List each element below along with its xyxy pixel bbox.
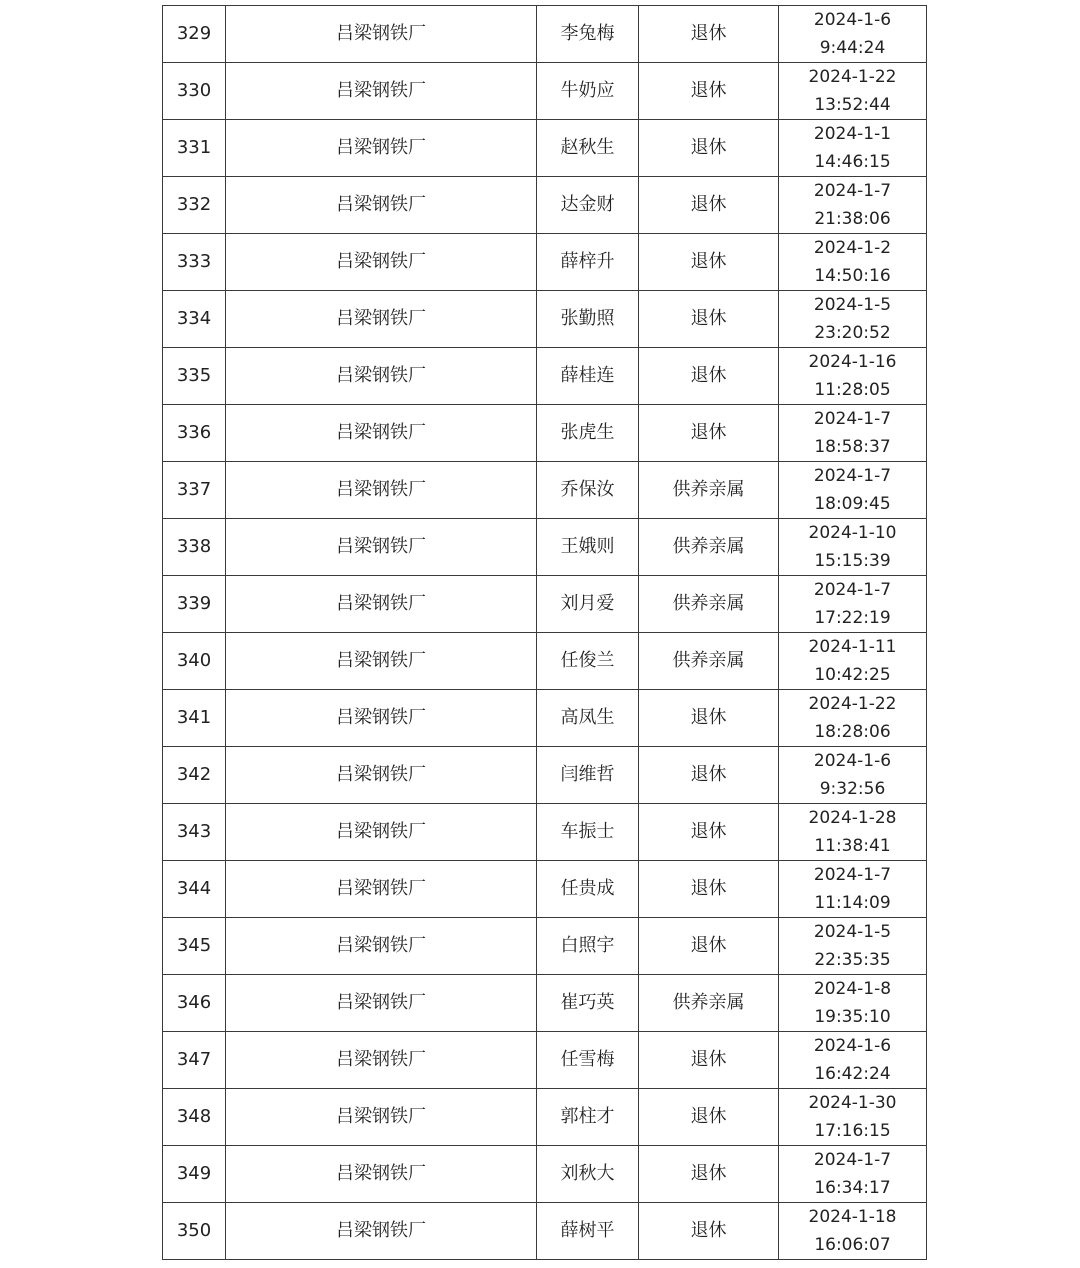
timestamp-time: 17:16:15 [814, 1121, 891, 1141]
category-cell: 退休 [639, 6, 779, 63]
category-cell: 退休 [639, 1032, 779, 1089]
unit-cell: 吕梁钢铁厂 [226, 747, 537, 804]
person-name-cell: 张虎生 [537, 405, 639, 462]
timestamp-cell [779, 576, 927, 633]
category-cell: 退休 [639, 234, 779, 291]
row-number-cell: 342 [163, 747, 226, 804]
table-row [163, 861, 927, 918]
unit-cell: 吕梁钢铁厂 [226, 633, 537, 690]
timestamp-date: 2024-1-8 [813, 979, 892, 999]
unit-cell: 吕梁钢铁厂 [226, 918, 537, 975]
timestamp-cell [779, 234, 927, 291]
unit-cell: 吕梁钢铁厂 [226, 519, 537, 576]
table-row [163, 405, 927, 462]
category-cell: 退休 [639, 120, 779, 177]
category-cell: 退休 [639, 690, 779, 747]
timestamp-time: 18:58:37 [814, 437, 891, 457]
table-row [163, 177, 927, 234]
unit-cell: 吕梁钢铁厂 [226, 1032, 537, 1089]
category-cell: 退休 [639, 918, 779, 975]
timestamp-cell [779, 63, 927, 120]
timestamp-date: 2024-1-7 [813, 181, 892, 201]
timestamp-time: 10:42:25 [814, 665, 891, 685]
category-cell: 退休 [639, 804, 779, 861]
category-cell: 退休 [639, 1146, 779, 1203]
timestamp-date: 2024-1-30 [808, 1093, 897, 1113]
table-row [163, 120, 927, 177]
timestamp-cell [779, 177, 927, 234]
table-row [163, 291, 927, 348]
table-row [163, 63, 927, 120]
row-number-cell: 349 [163, 1146, 226, 1203]
timestamp-cell [779, 1146, 927, 1203]
row-number-cell: 330 [163, 63, 226, 120]
table-row [163, 462, 927, 519]
timestamp-cell [779, 291, 927, 348]
timestamp-date: 2024-1-7 [813, 409, 892, 429]
timestamp-time: 16:34:17 [814, 1178, 891, 1198]
row-number-cell: 337 [163, 462, 226, 519]
category-cell: 退休 [639, 1203, 779, 1260]
table-row [163, 348, 927, 405]
timestamp-time: 11:38:41 [814, 836, 891, 856]
row-number-cell: 341 [163, 690, 226, 747]
timestamp-time: 21:38:06 [814, 209, 891, 229]
timestamp-time: 16:42:24 [814, 1064, 891, 1084]
category-cell: 退休 [639, 63, 779, 120]
person-name-cell: 李兔梅 [537, 6, 639, 63]
timestamp-date: 2024-1-18 [808, 1207, 897, 1227]
unit-cell: 吕梁钢铁厂 [226, 576, 537, 633]
timestamp-time: 16:06:07 [814, 1235, 891, 1255]
roster-table [162, 5, 927, 1260]
person-name-cell: 白照宇 [537, 918, 639, 975]
table-row [163, 690, 927, 747]
unit-cell: 吕梁钢铁厂 [226, 177, 537, 234]
row-number-cell: 346 [163, 975, 226, 1032]
timestamp-date: 2024-1-7 [813, 1150, 892, 1170]
unit-cell: 吕梁钢铁厂 [226, 63, 537, 120]
timestamp-date: 2024-1-16 [808, 352, 897, 372]
row-number-cell: 329 [163, 6, 226, 63]
unit-cell: 吕梁钢铁厂 [226, 861, 537, 918]
timestamp-cell [779, 918, 927, 975]
person-name-cell: 车振士 [537, 804, 639, 861]
row-number-cell: 332 [163, 177, 226, 234]
timestamp-time: 18:09:45 [814, 494, 891, 514]
row-number-cell: 333 [163, 234, 226, 291]
unit-cell: 吕梁钢铁厂 [226, 690, 537, 747]
timestamp-date: 2024-1-2 [813, 238, 892, 258]
timestamp-date: 2024-1-1 [813, 124, 892, 144]
timestamp-date: 2024-1-28 [808, 808, 897, 828]
timestamp-cell [779, 861, 927, 918]
timestamp-time: 14:50:16 [814, 266, 891, 286]
timestamp-cell [779, 747, 927, 804]
person-name-cell: 薛桂连 [537, 348, 639, 405]
unit-cell: 吕梁钢铁厂 [226, 462, 537, 519]
timestamp-cell [779, 975, 927, 1032]
unit-cell: 吕梁钢铁厂 [226, 804, 537, 861]
table-row [163, 918, 927, 975]
person-name-cell: 崔巧英 [537, 975, 639, 1032]
timestamp-cell [779, 405, 927, 462]
table-row [163, 804, 927, 861]
person-name-cell: 薛树平 [537, 1203, 639, 1260]
timestamp-cell [779, 6, 927, 63]
person-name-cell: 高凤生 [537, 690, 639, 747]
timestamp-cell [779, 633, 927, 690]
row-number-cell: 347 [163, 1032, 226, 1089]
timestamp-time: 18:28:06 [814, 722, 891, 742]
row-number-cell: 343 [163, 804, 226, 861]
category-cell: 供养亲属 [639, 576, 779, 633]
person-name-cell: 乔保汝 [537, 462, 639, 519]
unit-cell: 吕梁钢铁厂 [226, 1203, 537, 1260]
person-name-cell: 牛奶应 [537, 63, 639, 120]
row-number-cell: 340 [163, 633, 226, 690]
timestamp-cell [779, 1203, 927, 1260]
row-number-cell: 350 [163, 1203, 226, 1260]
table-row [163, 747, 927, 804]
table-row [163, 234, 927, 291]
person-name-cell: 刘月爱 [537, 576, 639, 633]
category-cell: 退休 [639, 177, 779, 234]
person-name-cell: 任贵成 [537, 861, 639, 918]
timestamp-time: 19:35:10 [814, 1007, 891, 1027]
timestamp-cell [779, 804, 927, 861]
unit-cell: 吕梁钢铁厂 [226, 348, 537, 405]
unit-cell: 吕梁钢铁厂 [226, 291, 537, 348]
table-row [163, 1089, 927, 1146]
timestamp-time: 11:28:05 [814, 380, 891, 400]
timestamp-cell [779, 120, 927, 177]
person-name-cell: 郭柱才 [537, 1089, 639, 1146]
table-row [163, 519, 927, 576]
person-name-cell: 王娥则 [537, 519, 639, 576]
person-name-cell: 任俊兰 [537, 633, 639, 690]
timestamp-time: 11:14:09 [814, 893, 891, 913]
timestamp-cell [779, 348, 927, 405]
row-number-cell: 338 [163, 519, 226, 576]
timestamp-cell [779, 1032, 927, 1089]
timestamp-cell [779, 462, 927, 519]
category-cell: 退休 [639, 747, 779, 804]
timestamp-date: 2024-1-7 [813, 580, 892, 600]
category-cell: 供养亲属 [639, 519, 779, 576]
timestamp-date: 2024-1-7 [813, 865, 892, 885]
timestamp-date: 2024-1-6 [813, 751, 892, 771]
timestamp-date: 2024-1-5 [813, 295, 892, 315]
unit-cell: 吕梁钢铁厂 [226, 405, 537, 462]
timestamp-cell [779, 519, 927, 576]
timestamp-time: 17:22:19 [814, 608, 891, 628]
timestamp-date: 2024-1-5 [813, 922, 892, 942]
table-row [163, 633, 927, 690]
timestamp-cell [779, 1089, 927, 1146]
row-number-cell: 344 [163, 861, 226, 918]
row-number-cell: 334 [163, 291, 226, 348]
table-row [163, 1203, 927, 1260]
person-name-cell: 闫维哲 [537, 747, 639, 804]
timestamp-time: 23:20:52 [814, 323, 891, 343]
timestamp-date: 2024-1-22 [808, 67, 897, 87]
category-cell: 退休 [639, 861, 779, 918]
person-name-cell: 赵秋生 [537, 120, 639, 177]
table-row [163, 975, 927, 1032]
row-number-cell: 348 [163, 1089, 226, 1146]
timestamp-time: 22:35:35 [814, 950, 891, 970]
row-number-cell: 331 [163, 120, 226, 177]
unit-cell: 吕梁钢铁厂 [226, 1146, 537, 1203]
category-cell: 供养亲属 [639, 462, 779, 519]
roster-table-body [163, 6, 927, 1260]
person-name-cell: 达金财 [537, 177, 639, 234]
timestamp-date: 2024-1-6 [813, 1036, 892, 1056]
person-name-cell: 张勤照 [537, 291, 639, 348]
timestamp-date: 2024-1-22 [808, 694, 897, 714]
row-number-cell: 336 [163, 405, 226, 462]
timestamp-time: 13:52:44 [814, 95, 891, 115]
timestamp-date: 2024-1-7 [813, 466, 892, 486]
timestamp-date: 2024-1-11 [808, 637, 897, 657]
category-cell: 供养亲属 [639, 975, 779, 1032]
person-name-cell: 薛梓升 [537, 234, 639, 291]
category-cell: 退休 [639, 1089, 779, 1146]
row-number-cell: 339 [163, 576, 226, 633]
unit-cell: 吕梁钢铁厂 [226, 120, 537, 177]
timestamp-time: 14:46:15 [814, 152, 891, 172]
unit-cell: 吕梁钢铁厂 [226, 234, 537, 291]
category-cell: 退休 [639, 291, 779, 348]
timestamp-cell [779, 690, 927, 747]
timestamp-date: 2024-1-10 [808, 523, 897, 543]
timestamp-time: 9:32:56 [819, 779, 886, 799]
category-cell: 退休 [639, 348, 779, 405]
unit-cell: 吕梁钢铁厂 [226, 975, 537, 1032]
unit-cell: 吕梁钢铁厂 [226, 1089, 537, 1146]
table-row [163, 1146, 927, 1203]
timestamp-time: 15:15:39 [814, 551, 891, 571]
table-row [163, 576, 927, 633]
timestamp-date: 2024-1-6 [813, 10, 892, 30]
person-name-cell: 刘秋大 [537, 1146, 639, 1203]
table-row [163, 6, 927, 63]
table-row [163, 1032, 927, 1089]
row-number-cell: 335 [163, 348, 226, 405]
row-number-cell: 345 [163, 918, 226, 975]
category-cell: 退休 [639, 405, 779, 462]
category-cell: 供养亲属 [639, 633, 779, 690]
person-name-cell: 任雪梅 [537, 1032, 639, 1089]
unit-cell: 吕梁钢铁厂 [226, 6, 537, 63]
timestamp-time: 9:44:24 [819, 38, 886, 58]
